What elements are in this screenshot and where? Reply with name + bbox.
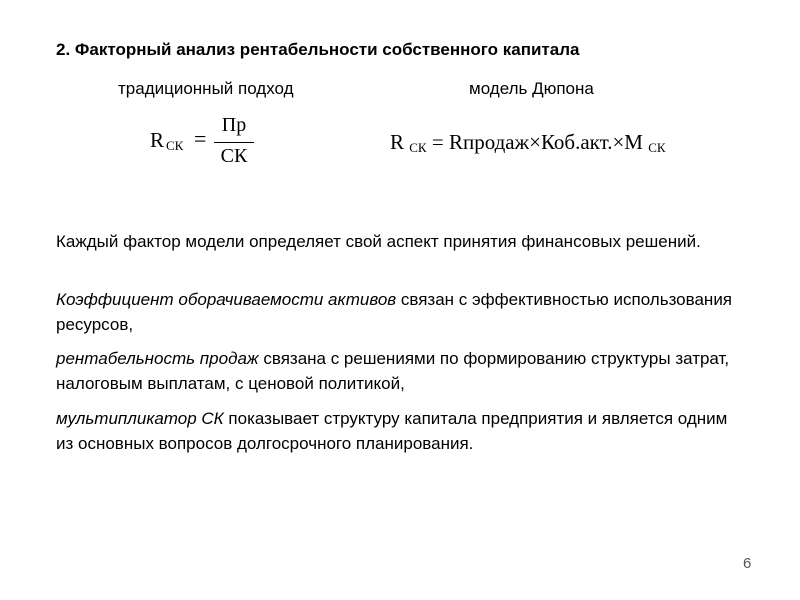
paragraph-sales-profitability <box>56 346 746 396</box>
dupont-lhs: R <box>390 130 405 154</box>
equity-multiplier-term: мультипликатор СК <box>56 409 224 428</box>
formula-lhs: R <box>150 128 165 152</box>
dupont-term-asset-turnover: Коб.акт. <box>540 130 613 154</box>
sales-profitability-term: рентабельность продаж <box>56 349 259 368</box>
asset-turnover-text: связан с эффективностью использования ресурсов, <box>56 290 733 334</box>
dupont-times-1: × <box>529 130 541 154</box>
dupont-lhs-subscript: СК <box>409 140 427 155</box>
sales-profitability-text: связана с решениями по формированию структуры затрат, налоговым выплатам, с ценовой политикой, <box>56 349 730 393</box>
paragraph-asset-turnover <box>56 287 746 337</box>
dupont-times-2: × <box>612 130 625 154</box>
paragraph-equity-multiplier <box>56 406 746 456</box>
page-number: 6 <box>743 555 752 572</box>
formula-equals: = <box>194 126 207 151</box>
paragraph-factors: Каждый фактор модели определяет свой аспект принятия финансовых решений. <box>56 232 701 251</box>
dupont-multiplier-subscript: СК <box>648 140 666 155</box>
subtitle-dupont: модель Дюпона <box>469 79 594 98</box>
formula-denominator: СК <box>220 145 248 167</box>
dupont-equals: = <box>431 130 444 154</box>
formula-numerator: Пр <box>221 114 247 136</box>
slide-title: 2. Факторный анализ рентабельности собственного капитала <box>56 40 580 59</box>
formula-lhs-subscript: СК <box>166 138 184 153</box>
fraction-bar <box>214 142 254 143</box>
dupont-term-sales-profitability: Rпродаж <box>448 130 530 154</box>
equity-multiplier-text: показывает структуру капитала предприятия и является одним из основных вопросов долгосрочного планирования. <box>56 409 728 453</box>
subtitle-traditional: традиционный подход <box>118 79 294 98</box>
formula-dupont <box>390 130 666 155</box>
asset-turnover-term: Коэффициент оборачиваемости активов <box>56 290 397 309</box>
dupont-term-multiplier: M <box>624 130 643 154</box>
